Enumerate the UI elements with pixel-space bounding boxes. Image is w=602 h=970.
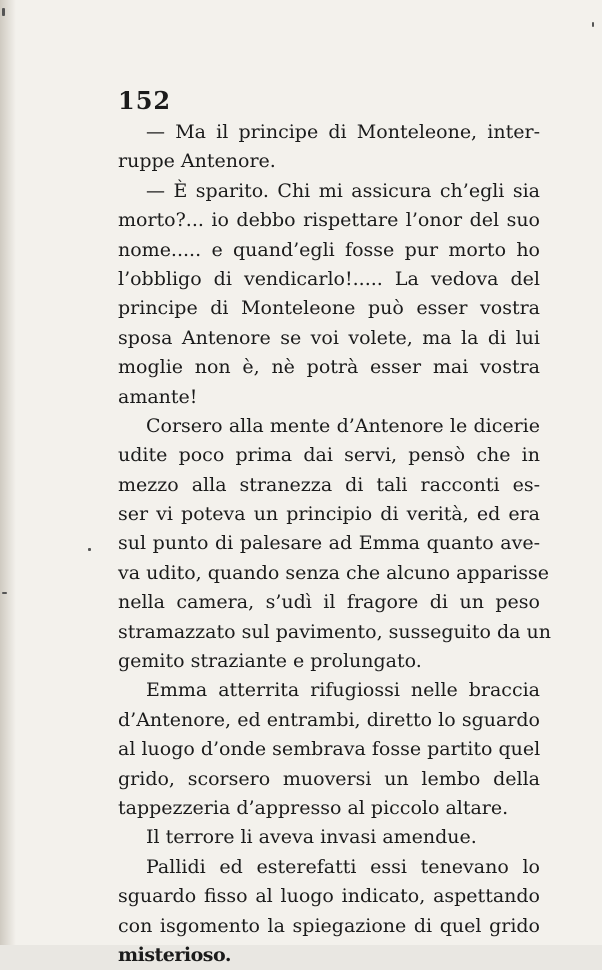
- text-line: Il terrore li aveva invasi amendue.: [146, 826, 477, 849]
- text-line: misterioso.: [118, 943, 231, 966]
- text-line: grido, scorsero muoversi un lembo della: [118, 767, 540, 790]
- page-gutter-shadow: [0, 0, 16, 945]
- text-line: moglie non è, nè potrà esser mai vostra: [118, 356, 540, 379]
- page-text: [118, 86, 551, 970]
- text-line: stramazzato sul pavimento, susseguito da un: [118, 620, 551, 643]
- text-line: sguardo fisso al luogo indicato, aspettando: [118, 885, 540, 908]
- text-line: principe di Monteleone può esser vostra: [118, 297, 540, 320]
- text-line: Corsero alla mente d’Antenore le dicerie: [146, 414, 540, 437]
- text-line: d’Antenore, ed entrambi, diretto lo sguardo: [118, 708, 540, 731]
- margin-mark-top: [2, 8, 5, 16]
- text-line: mezzo alla stranezza di tali racconti es-: [118, 473, 540, 496]
- text-line: sul punto di palesare ad Emma quanto ave-: [118, 532, 540, 555]
- text-line: l’obbligo di vendicarlo!..... La vedova del: [118, 267, 540, 290]
- margin-mark-right: [592, 22, 594, 27]
- text-line: sposa Antenore se voi volete, ma la di lui: [118, 326, 540, 349]
- text-line: — Ma il principe di Monteleone, inter-: [146, 121, 540, 143]
- text-line: morto?... io debbo rispettare l’onor del suo: [118, 209, 540, 232]
- text-line: ruppe Antenore.: [118, 150, 276, 173]
- text-line: tappezzeria d’appresso al piccolo altare.: [118, 796, 509, 819]
- margin-mark-dot: [88, 548, 91, 551]
- text-line: Emma atterrita rifugiossi nelle braccia: [146, 679, 540, 702]
- text-line: nome..... e quand’egli fosse pur morto ho: [118, 238, 540, 261]
- text-line: con isgomento la spiegazione di quel grido: [118, 914, 540, 937]
- text-line: va udito, quando senza che alcuno apparisse: [118, 561, 549, 584]
- text-line: udite poco prima dai servi, pensò che in: [118, 444, 540, 467]
- page-number: 152: [118, 86, 172, 115]
- text-line: al luogo d’onde sembrava fosse partito quel: [118, 738, 541, 761]
- text-line: ser vi poteva un principio di verità, ed era: [118, 503, 540, 526]
- text-line: — È sparito. Chi mi assicura ch’egli sia: [146, 179, 540, 202]
- text-line: nella camera, s’udì il fragore di un peso: [118, 591, 540, 614]
- text-line: gemito straziante e prolungato.: [118, 650, 422, 673]
- text-line: Pallidi ed esterefatti essi tenevano lo: [146, 855, 540, 878]
- margin-mark-left: [2, 592, 7, 594]
- text-line: amante!: [118, 385, 198, 408]
